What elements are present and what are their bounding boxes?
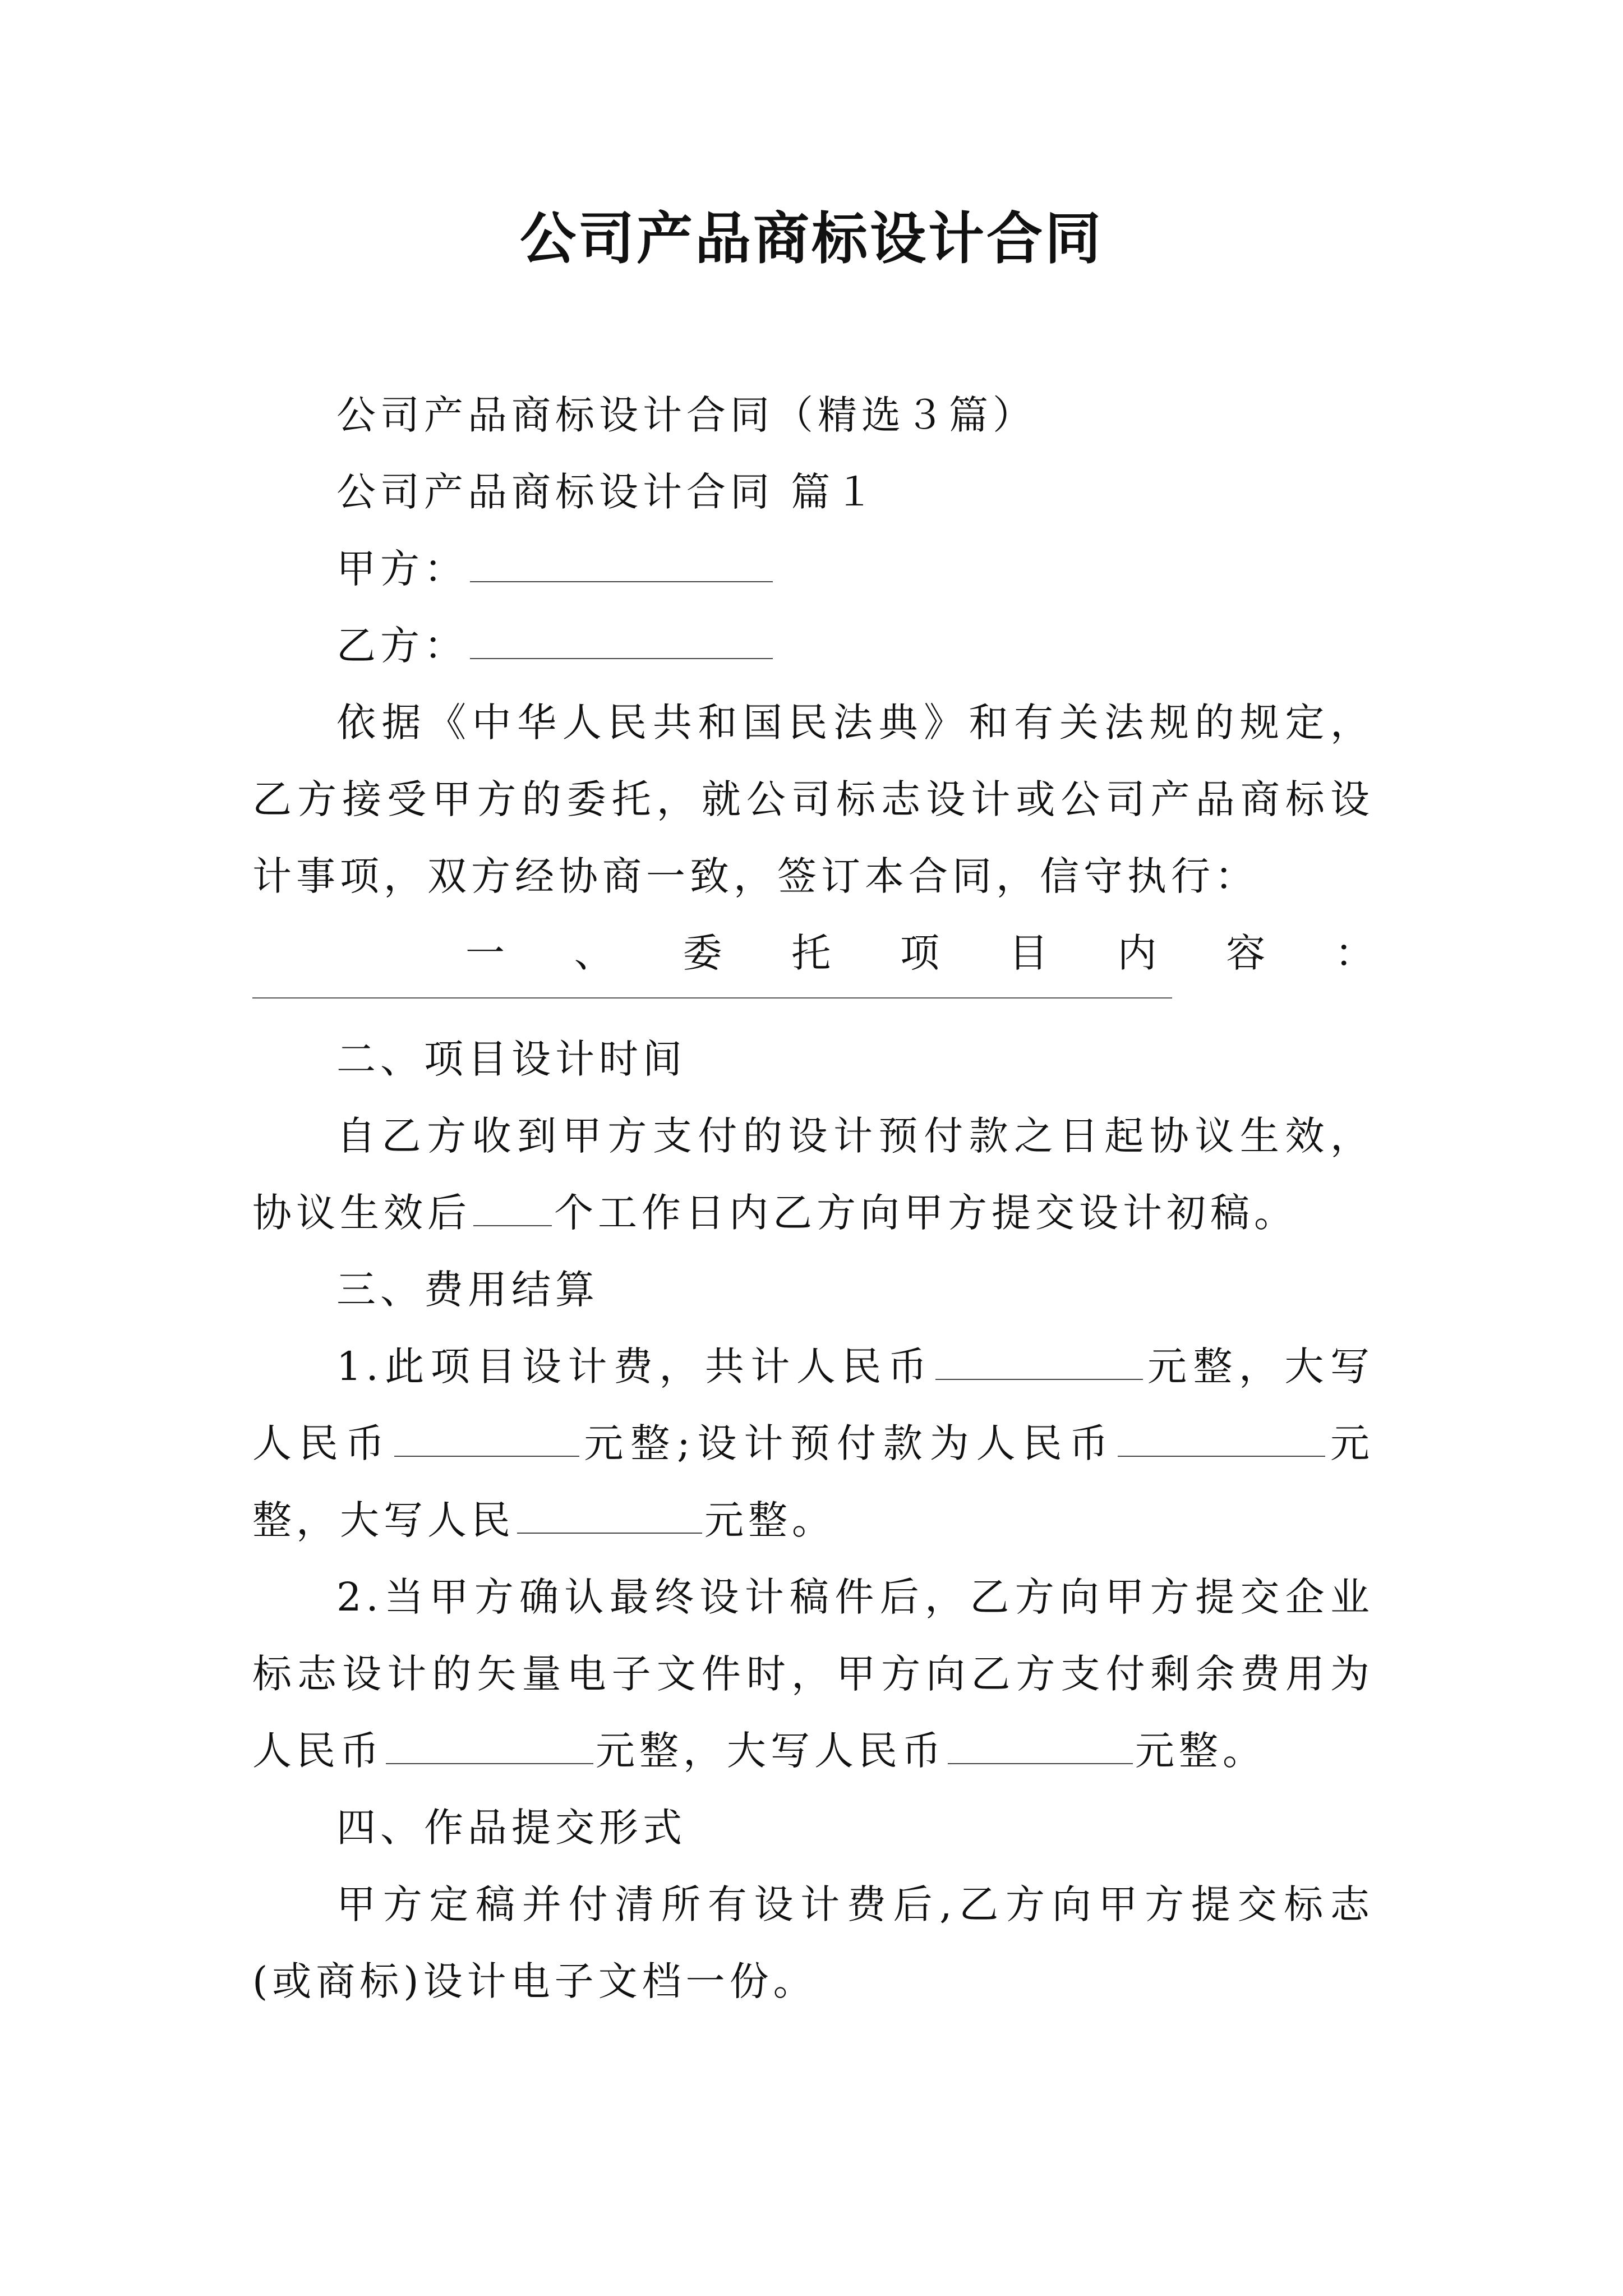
section2-text-b: 个工作日内乙方向甲方提交设计初稿。 xyxy=(554,1190,1298,1236)
party-a-line xyxy=(252,531,1374,608)
section1-char: 一 xyxy=(465,930,505,976)
item1-text-a: 1.此项目设计费，共计人民币 xyxy=(336,1343,934,1389)
item2-text-a: 2.当甲方确认最终设计稿件后，乙方向甲方提交企业标志设计的矢量电子文件时，甲方向乙方支付剩余费用为人民币 xyxy=(252,1574,1374,1774)
section1-heading xyxy=(252,915,1374,992)
party-b-blank xyxy=(470,627,773,659)
item1-text-e: 元整。 xyxy=(704,1497,836,1543)
section1-char: 内 xyxy=(1117,930,1157,976)
item1-text-c: 元整;设计预付款为人民币 xyxy=(581,1420,1116,1466)
section1-char: 目 xyxy=(1008,930,1048,976)
party-b-label: 乙方： xyxy=(336,623,468,669)
fee-item-1 xyxy=(252,1328,1374,1559)
part-heading: 公司产品商标设计合同 篇１ xyxy=(336,469,879,515)
prepay-blank xyxy=(1118,1424,1325,1457)
section4-paragraph: 甲方定稿并付清所有设计费后,乙方向甲方提交标志(或商标)设计电子文档一份。 xyxy=(252,1881,1374,2004)
section1-char: 项 xyxy=(900,930,939,976)
prepay-upper-blank xyxy=(517,1501,702,1534)
section3-heading: 三、费用结算 xyxy=(336,1267,599,1313)
remaining-fee-blank xyxy=(386,1732,593,1764)
section1-char: 容 xyxy=(1226,930,1266,976)
fee-item-2 xyxy=(252,1559,1374,1789)
section2-heading: 二、项目设计时间 xyxy=(336,1036,686,1082)
item2-text-c: 元整。 xyxy=(1135,1728,1266,1774)
section1-char: 托 xyxy=(791,930,831,976)
party-b-line xyxy=(252,608,1374,684)
document-title: 公司产品商标设计合同 xyxy=(520,205,1103,272)
total-fee-upper-blank xyxy=(394,1424,579,1457)
party-a-blank xyxy=(470,550,773,582)
section4-heading: 四、作品提交形式 xyxy=(336,1805,686,1851)
section2-paragraph xyxy=(252,1098,1374,1251)
item1-text-d: 元整，大写人民 xyxy=(252,1420,1375,1543)
remaining-fee-upper-blank xyxy=(948,1732,1133,1764)
document-body xyxy=(252,377,1374,2020)
total-fee-blank xyxy=(935,1347,1143,1380)
section1-char: 委 xyxy=(683,930,722,976)
item1-text-b: 元整，大写人民币 xyxy=(252,1343,1374,1466)
section1-char: 、 xyxy=(574,930,614,976)
party-a-label: 甲方： xyxy=(336,546,468,592)
document-subtitle: 公司产品商标设计合同（精选３篇） xyxy=(336,392,1036,438)
item2-text-b: 元整，大写人民币 xyxy=(596,1728,946,1774)
section1-blank-line xyxy=(252,997,1172,999)
section1-char: ： xyxy=(1335,930,1374,976)
workdays-blank xyxy=(473,1194,552,1226)
section2-text-a: 自乙方收到甲方支付的设计预付款之日起协议生效，协议生效后 xyxy=(252,1113,1374,1236)
intro-paragraph: 依据《中华人民共和国民法典》和有关法规的规定，乙方接受甲方的委托，就公司标志设计或公司产品商标设计事项，双方经协商一致，签订本合同，信守执行： xyxy=(252,700,1374,899)
